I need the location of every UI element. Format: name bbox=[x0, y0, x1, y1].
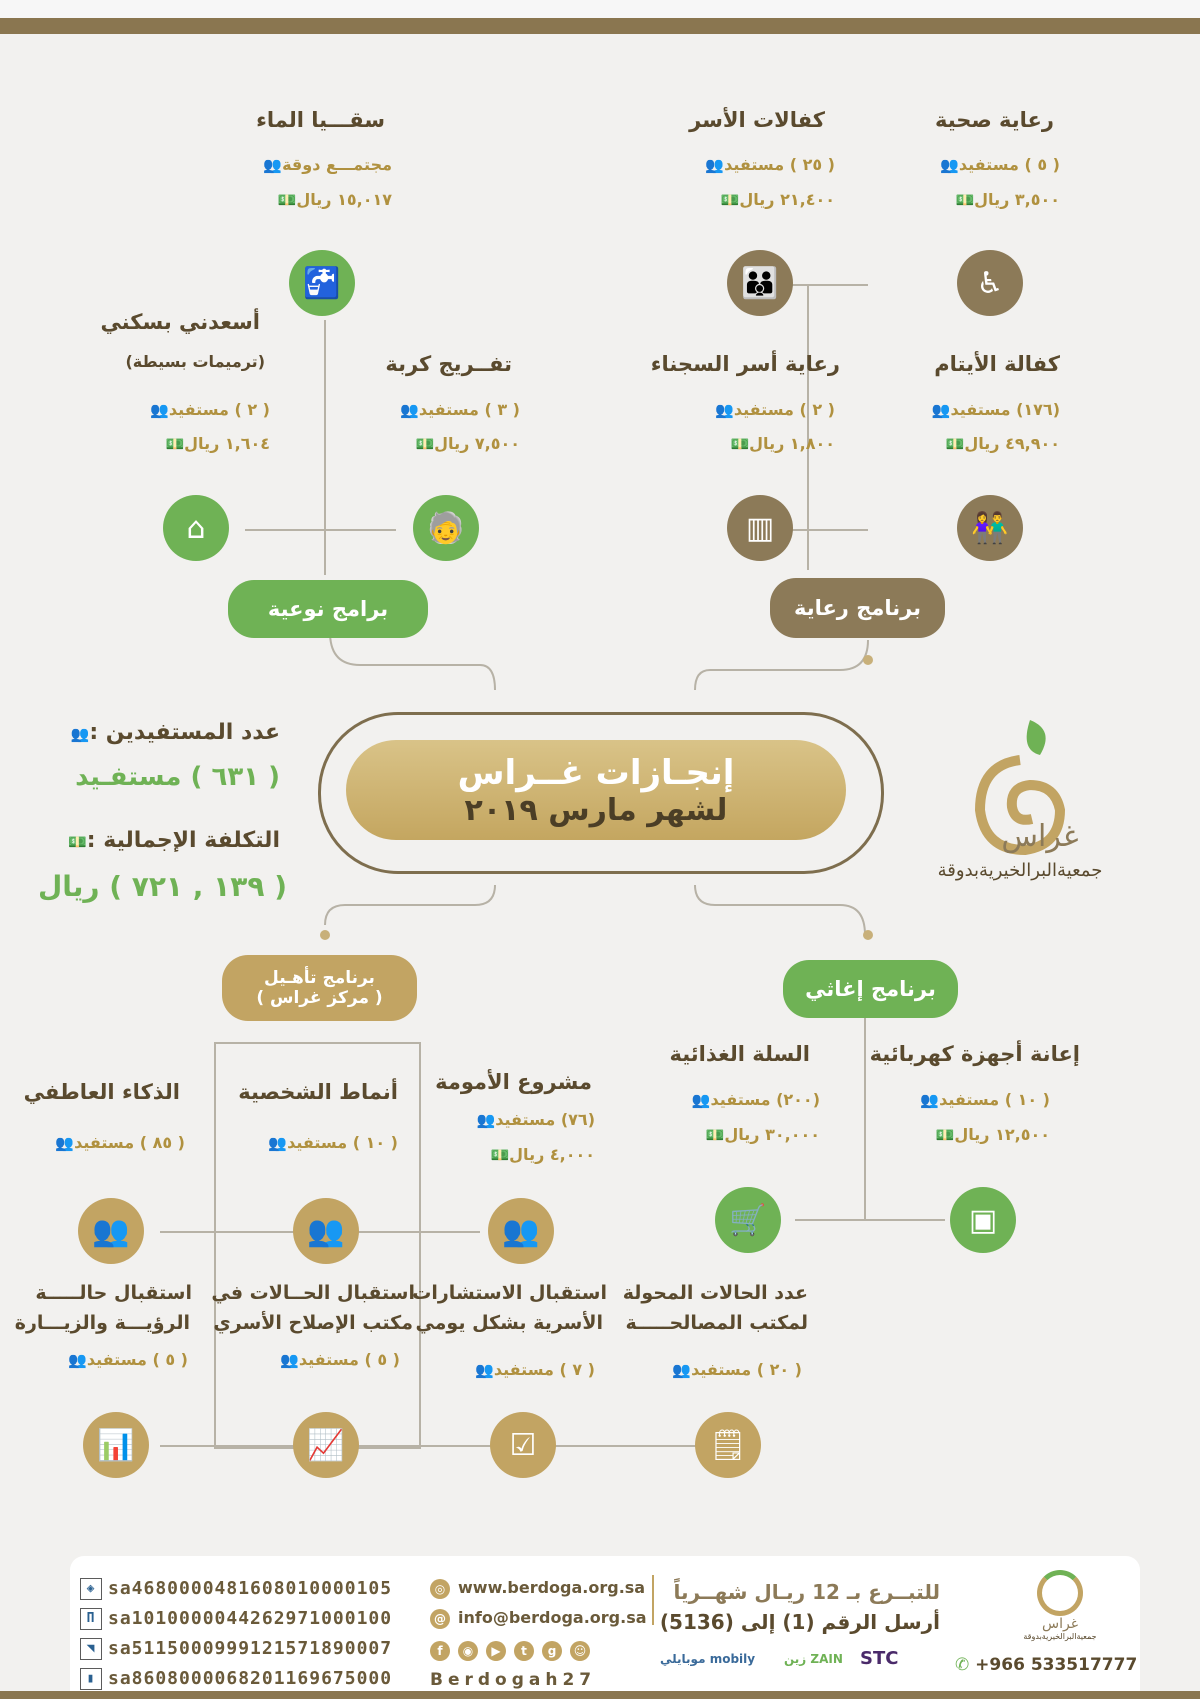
children-icon: 👫 bbox=[957, 495, 1023, 561]
item-ben-consult: ( ٧ ) مستفيد👥 bbox=[475, 1360, 595, 1379]
money-icon: 💵 bbox=[705, 1126, 725, 1144]
people-icon: 👥 bbox=[263, 156, 283, 174]
beneficiaries-value: ( ٦٣١ ) مستفـيد bbox=[75, 762, 280, 792]
item-ben-prisoners: ( ٢ ) مستفيد👥 bbox=[715, 400, 835, 419]
logo-org: جمعيةالبرالخيريةبدوقة bbox=[937, 860, 1103, 881]
item-cost-relief-distress: ٧,٥٠٠ ريال💵 bbox=[415, 434, 520, 453]
specialized-programs-pill: برامج نوعية bbox=[228, 580, 428, 638]
people-icon: 👥 bbox=[55, 1134, 75, 1152]
rehab-program-sub: ( مركز غراس ) bbox=[256, 988, 383, 1008]
twitter-icon[interactable]: t bbox=[514, 1641, 534, 1661]
item-ben-reconcile: ( ٢٠ ) مستفيد👥 bbox=[672, 1360, 802, 1379]
bank-logo-icon: Π bbox=[80, 1608, 102, 1630]
snapchat-icon[interactable]: ☺ bbox=[570, 1641, 590, 1661]
beneficiaries-label: عدد المستفيدين :👥 bbox=[70, 720, 280, 745]
footer-logo-icon bbox=[1037, 1570, 1083, 1616]
rehab-program-pill bbox=[222, 955, 417, 1021]
people-icon: 👥 bbox=[931, 401, 951, 419]
center-title-box bbox=[346, 740, 846, 840]
item-title-reconcile-2: لمكتب المصالحـــــة bbox=[625, 1312, 808, 1334]
phone-number[interactable]: ✆ +966 533517777 bbox=[955, 1655, 1138, 1675]
appliances-icon: ▣ bbox=[950, 1187, 1016, 1253]
house-icon: ⌂ bbox=[163, 495, 229, 561]
item-title-consult-1: استقبال الاستشارات bbox=[412, 1282, 607, 1304]
item-ben-orphans: (١٧٦) مستفيد👥 bbox=[931, 400, 1060, 419]
item-title-appliances: إعانة أجهزة كهربائية bbox=[869, 1042, 1080, 1066]
item-title-reform-1: استقبال الحــالات في bbox=[211, 1282, 415, 1304]
googleplus-icon[interactable]: g bbox=[542, 1641, 562, 1661]
social-icons bbox=[430, 1640, 598, 1661]
globe-icon: ◎ bbox=[430, 1579, 450, 1599]
page-title: إنجـازات غــراس bbox=[457, 752, 735, 793]
people-icon: 👥 bbox=[920, 1091, 940, 1109]
money-icon: 💵 bbox=[730, 435, 750, 453]
cost-value: ( ١٣٩ , ٧٢١ ) ريال bbox=[38, 870, 287, 903]
people-icon: 👥 bbox=[476, 1111, 496, 1129]
money-icon: 💵 bbox=[720, 191, 740, 209]
item-title-orphans: كفالة الأيتام bbox=[934, 352, 1060, 376]
item-title-visitation-2: الرؤيـــة والزيـــارة bbox=[14, 1312, 190, 1334]
wheelchair-care-icon: ♿ bbox=[957, 250, 1023, 316]
item-ben-emotional: ( ٨٥ ) مستفيد👥 bbox=[55, 1133, 185, 1152]
donate-line-2: أرسل الرقم (1) إلى (5136) bbox=[659, 1610, 940, 1634]
family-icon: 👪 bbox=[727, 250, 793, 316]
website-link[interactable]: ◎ www.berdoga.org.sa bbox=[430, 1578, 645, 1599]
money-icon: 💵 bbox=[68, 833, 87, 851]
logo bbox=[900, 715, 1140, 915]
item-title-families: كفالات الأسر bbox=[689, 108, 825, 132]
people-icon: 👥 bbox=[280, 1351, 299, 1369]
people-icon: 👥 bbox=[150, 401, 169, 419]
water-tap-icon: 🚰 bbox=[289, 250, 355, 316]
item-cost-families: ٢١,٤٠٠ ريال💵 bbox=[720, 190, 835, 209]
people-icon: 👥 bbox=[940, 156, 959, 174]
people-icon: 👥 bbox=[475, 1361, 494, 1379]
instagram-icon[interactable]: ◉ bbox=[458, 1641, 478, 1661]
carrier-zain: زين ZAIN bbox=[784, 1652, 843, 1666]
item-title-reform-2: مكتب الإصلاح الأسري bbox=[213, 1312, 413, 1334]
item-ben-food: (٢٠٠) مستفيد👥 bbox=[691, 1090, 820, 1109]
item-title-reconcile-1: عدد الحالات المحولة bbox=[622, 1282, 808, 1304]
document-icon: 🗒 bbox=[695, 1412, 761, 1478]
page-subtitle: لشهر مارس ٢٠١٩ bbox=[464, 792, 728, 828]
logo-name: غراس bbox=[1001, 819, 1079, 854]
footer-logo bbox=[1020, 1570, 1100, 1641]
bank-logo-icon: ▮ bbox=[80, 1668, 102, 1690]
footer-logo-name: غراس bbox=[1041, 1616, 1079, 1632]
item-ben-personality: ( ١٠ ) مستفيد👥 bbox=[268, 1133, 398, 1152]
care-program-pill: برنامج رعاية bbox=[770, 578, 945, 638]
checklist-icon: ☑ bbox=[490, 1412, 556, 1478]
item-ben-relief-distress: ( ٣ ) مستفيد👥 bbox=[400, 400, 520, 419]
shopping-cart-icon: 🛒 bbox=[715, 1187, 781, 1253]
social-handle: Berdogah27 bbox=[430, 1670, 597, 1690]
bottom-stripe bbox=[0, 1691, 1200, 1699]
bank-logo-icon: ◥ bbox=[80, 1638, 102, 1660]
people-icon: 👥 bbox=[715, 401, 734, 419]
item-title-relief-distress: تفــريج كربة bbox=[385, 352, 512, 376]
group-icon: 👥 bbox=[488, 1198, 554, 1264]
footer-logo-org: جمعيةالبرالخيريةبدوقة bbox=[1023, 1632, 1097, 1641]
item-cost-appliances: ١٢,٥٠٠ ريال💵 bbox=[935, 1125, 1050, 1144]
item-ben-appliances: ( ١٠ ) مستفيد👥 bbox=[920, 1090, 1050, 1109]
people-icon: 👥 bbox=[70, 725, 90, 743]
item-title-water: سقـــيا الماء bbox=[256, 108, 385, 132]
group-icon: 👥 bbox=[78, 1198, 144, 1264]
group-icon: 👥 bbox=[293, 1198, 359, 1264]
email-icon: @ bbox=[430, 1609, 450, 1629]
item-ben-housing: ( ٢ ) مستفيد👥 bbox=[150, 400, 270, 419]
item-ben-motherhood: (٧٦) مستفيد👥 bbox=[476, 1110, 595, 1129]
item-ben-visitation: ( ٥ ) مستفيد👥 bbox=[68, 1350, 188, 1369]
item-cost-housing: ١,٦٠٤ ريال💵 bbox=[165, 434, 270, 453]
item-title-housing: أسعدني بسكني bbox=[100, 310, 260, 334]
bank-account-4: ▮ sa8608000068201169675000 bbox=[80, 1668, 392, 1690]
bank-account-3: ◥ sa5115000999121571890007 bbox=[80, 1638, 392, 1660]
people-icon: 👥 bbox=[691, 1091, 711, 1109]
footer-divider bbox=[652, 1575, 654, 1625]
money-icon: 💵 bbox=[165, 435, 185, 453]
money-icon: 💵 bbox=[945, 435, 965, 453]
prison-gate-icon: ▥ bbox=[727, 495, 793, 561]
item-cost-health: ٣,٥٠٠ ريال💵 bbox=[955, 190, 1060, 209]
facebook-icon[interactable]: f bbox=[430, 1641, 450, 1661]
money-icon: 💵 bbox=[490, 1146, 510, 1164]
rehab-program-label: برنامج تأهـيل bbox=[264, 968, 375, 988]
item-title-consult-2: الأسرية بشكل يومي bbox=[415, 1312, 603, 1334]
item-ben-families: ( ٢٥ ) مستفيد👥 bbox=[705, 155, 835, 174]
item-cost-water: ١٥,٠١٧ ريال💵 bbox=[277, 190, 392, 209]
money-icon: 💵 bbox=[955, 191, 975, 209]
money-icon: 💵 bbox=[277, 191, 297, 209]
item-cost-motherhood: ٤,٠٠٠ ريال💵 bbox=[490, 1145, 595, 1164]
bar-chart-icon: 📊 bbox=[83, 1412, 149, 1478]
people-icon: 👥 bbox=[400, 401, 419, 419]
item-cost-prisoners: ١,٨٠٠ ريال💵 bbox=[730, 434, 835, 453]
people-icon: 👥 bbox=[68, 1351, 87, 1369]
donate-line-1: للتبــرع بـ 12 ريـال شهــرياً bbox=[673, 1580, 940, 1604]
item-ben-water: مجتمـــع دوقة👥 bbox=[263, 155, 392, 174]
cost-label: التكلفة الإجمالية :💵 bbox=[68, 828, 280, 853]
money-icon: 💵 bbox=[935, 1126, 955, 1144]
bank-logo-icon: ◈ bbox=[80, 1578, 102, 1600]
item-title-prisoners: رعاية أسر السجناء bbox=[650, 352, 840, 376]
item-ben-reform: ( ٥ ) مستفيد👥 bbox=[280, 1350, 400, 1369]
item-subtitle-housing: (ترميمات بسيطة) bbox=[125, 352, 265, 371]
money-icon: 💵 bbox=[415, 435, 435, 453]
people-icon: 👥 bbox=[672, 1361, 692, 1379]
youtube-icon[interactable]: ▶ bbox=[486, 1641, 506, 1661]
item-title-visitation-1: استقبال حالـــــة bbox=[35, 1282, 192, 1304]
item-ben-health: ( ٥ ) مستفيد👥 bbox=[940, 155, 1060, 174]
growth-chart-icon: 📈 bbox=[293, 1412, 359, 1478]
relief-program-pill: برنامج إغاثي bbox=[783, 960, 958, 1018]
bank-account-1: ◈ sa4680000481608010000105 bbox=[80, 1578, 392, 1600]
item-cost-orphans: ٤٩,٩٠٠ ريال💵 bbox=[945, 434, 1060, 453]
item-title-health: رعاية صحية bbox=[935, 108, 1054, 132]
item-title-motherhood: مشروع الأمومة bbox=[435, 1070, 592, 1094]
bank-account-2: Π sa1010000044262971000100 bbox=[80, 1608, 392, 1630]
item-title-emotional: الذكاء العاطفي bbox=[23, 1080, 180, 1104]
people-icon: 👥 bbox=[268, 1134, 288, 1152]
carrier-mobily: موبايلي mobily bbox=[660, 1652, 756, 1666]
email-link[interactable]: @ info@berdoga.org.sa bbox=[430, 1608, 647, 1629]
whatsapp-icon: ✆ bbox=[955, 1655, 976, 1675]
people-icon: 👥 bbox=[705, 156, 725, 174]
elderly-icon: 🧓 bbox=[413, 495, 479, 561]
carrier-stc: STC bbox=[860, 1648, 899, 1669]
item-title-food: السلة الغذائية bbox=[669, 1042, 810, 1066]
item-cost-food: ٣٠,٠٠٠ ريال💵 bbox=[705, 1125, 820, 1144]
item-title-personality: أنماط الشخصية bbox=[238, 1080, 398, 1104]
